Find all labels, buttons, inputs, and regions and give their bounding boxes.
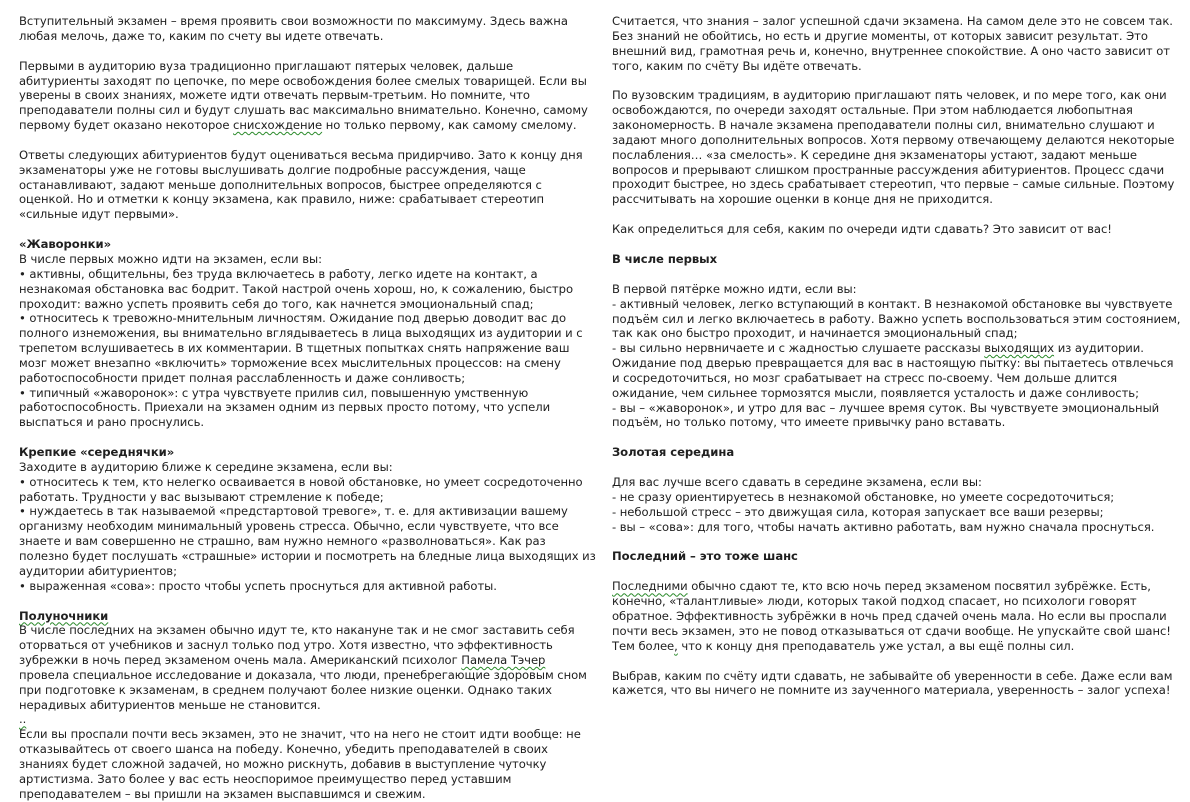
text: провела специальное исследование и доказала, что люди, пренебрегающие здоровым сном при подготовке к экзаменам, в среднем получают более низкие оценки. Однако таких нерадивых абитуриентов меньше не становится. bbox=[19, 667, 587, 712]
list-item: • относитесь к тем, кто нелегко осваивается в новой обстановке, но умеет сосредоточенно работать. Трудности у вас вызывают стремление к победе; bbox=[19, 474, 583, 504]
list-item: - не сразу ориентируетесь в незнакомой обстановке, но умеете сосредоточиться; bbox=[612, 489, 1115, 504]
section-lead: В первой пятёрке можно идти, если вы: bbox=[612, 281, 857, 296]
first-entrants-paragraph bbox=[19, 59, 597, 133]
section-lead: Для вас лучше всего сдавать в середине экзамена, если вы: bbox=[612, 475, 982, 490]
list-item bbox=[612, 341, 1184, 400]
list-item: • нуждаетесь в так называемой «предстартовой тревоге», т. е. для активизации вашему организму необходим минимальный уровень стресса. Обычно, если чувствуете, что все знаете и вам совершенно не страшно, вам нужно немного «разволноваться». Как раз полезно будет послушать «страшные» истории и посмотреть на бледные лица выходящих из аудитории абитуриентов; bbox=[19, 504, 596, 578]
spellcheck-word[interactable]: выходящих bbox=[984, 341, 1055, 356]
knowledge-paragraph: Считается, что знания – залог успешной сдачи экзамена. На самом деле это не совсем так. Без знаний не обойтись, но есть и другие моменты, от которых зависит результат. Это внешний вид, грамотная речь и, конечно, внутреннее спокойствие. А оно часто зависит от того, каким по счёту Вы идёте отвечать. bbox=[612, 14, 1173, 73]
spellcheck-word[interactable]: снисхождение bbox=[233, 118, 323, 133]
confidence-paragraph: Выбрав, каким по счёту идти сдавать, не забывайте об уверенности в себе. Даже если вам кажется, что вы ничего не помните из заученного материала, уверенность – залог успеха! bbox=[612, 668, 1173, 698]
list-item: - небольшой стресс – это движущая сила, которая запускает все ваши резервы; bbox=[612, 504, 1104, 519]
text: В числе последних на экзамен обычно идут те, кто накануне так и не смог заставить себя оторваться от учебников и заснул только под утро. Хотя известно, что эффективность зубрежки в ночь перед экзаменом очень мала. Американский психолог bbox=[19, 623, 575, 668]
following-entrants-paragraph: Ответы следующих абитуриентов будут оцениваться весьма придирчиво. Зато к концу дня экзаменаторы уже не готовы выслушивать долгие подробные рассуждения, чаще останавливают, задают меньше дополнительных вопросов, быстрее определяются с оценкой. Но и отметки к концу экзамена, как правило, ниже: срабатывает стереотип «сильные идут первыми». bbox=[19, 147, 583, 222]
list-item: - активный человек, легко вступающий в контакт. В незнакомой обстановке вы чувствуете подъём сил и легко включаетесь в работу. Важно успеть воспользоваться этим состоянием, так как оно быстро проходит, и начинается эмоциональный спад; bbox=[612, 296, 1181, 341]
list-item: - вы – «жаворонок», и утро для вас – лучшее время суток. Вы чувствуете эмоциональный подъём, но только потому, что имеете привычку рано вставать. bbox=[612, 400, 1160, 430]
section-heading-larks: «Жаворонки» bbox=[19, 237, 112, 252]
spellcheck-mark[interactable]: .. bbox=[19, 712, 27, 727]
text: из аудитории. Ожидание под дверью превращается для вас в настоящую пытку: вы пытаетесь отвлечься и сосредоточиться, но мозг срабатывает на стресс по-своему. Чем дольше длится ожидание, чем сильнее тормозятся мысли, появляется усталость и даже сонливость; bbox=[612, 341, 1174, 400]
section-heading-middlers: Крепкие «середнячки» bbox=[19, 445, 175, 460]
traditions-paragraph: По вузовским традициям, в аудиторию приглашают пять человек, и по мере того, как они освобождаются, по очереди заходят остальные. При этом наблюдается любопытная закономерность. В начале экзамена преподаватели полны сил, внимательно слушают и задают много дополнительных вопросов. Хотя первому отвечающему делаются некоторые послабления… «за смелость». К середине дня экзаменаторы устают, задают меньше вопросов и прерывают слишком пространные рассуждения абитуриентов. Процесс сдачи проходит быстрее, но здесь срабатывает стереотип, что первые – самые сильные. Поэтому рассчитывать на хорошие оценки в конце дня не приходится. bbox=[612, 88, 1175, 207]
text: что к концу дня преподаватель уже устал, а вы ещё полны сил. bbox=[677, 638, 1075, 653]
section-heading-last: Последний – это тоже шанс bbox=[612, 549, 798, 564]
last-paragraph bbox=[612, 579, 1184, 653]
list-item: • относитесь к тревожно-мнительным личностям. Ожидание под дверью доводит вас до полного изнеможения, вы внимательно вглядываетесь в лица выходящих из аудитории и с трепетом вслушиваетесь в их комментарии. В тщетных попытках снять напряжение ваш мозг может внезапно «включить» торможение всех мыслительных процессов: на смену работоспособности придет полная расслабленность и даже сонливость; bbox=[19, 311, 583, 385]
list-item: - вы – «сова»: для того, чтобы начать активно работать, вам нужно сначала проснуться. bbox=[612, 519, 1155, 534]
text: - вы сильно нервничаете и с жадностью слушаете рассказы bbox=[612, 341, 985, 356]
list-item: • активны, общительны, без труда включаетесь в работу, легко идете на контакт, а незнакомая обстановка вас бодрит. Такой настрой очень хорош, но, к сожалению, быстро проходит: важно успеть проявить себя до того, как начнется эмоциональный спад; bbox=[19, 266, 573, 311]
text: Первыми в аудиторию вуза традиционно приглашают пятерых человек, дальше абитуриенты заходят по цепочке, по мере освобождения более смелых товарищей. Если вы уверены в своих знаниях, можете идти отвечать первым-третьим. Но помните, что преподаватели полны сил и будут слушать вас максимально внимательно. Конечно, самому первому будет оказано некоторое bbox=[19, 58, 588, 133]
section-heading-night-owls: Полуночники bbox=[19, 608, 109, 623]
list-item: • типичный «жаворонок»: с утра чувствуете прилив сил, повышенную умственную работоспособность. Приехали на экзамен одним из первых просто потому, что успели выспаться и рано проснулись. bbox=[19, 385, 551, 430]
right-column bbox=[612, 14, 1184, 698]
spellcheck-word[interactable]: Памела Тэчер bbox=[461, 653, 546, 668]
left-column bbox=[19, 14, 597, 802]
list-item: • выраженная «сова»: просто чтобы успеть проснуться для активной работы. bbox=[19, 578, 497, 593]
overslept-paragraph: Если вы проспали почти весь экзамен, это не значит, что на него не стоит идти вообще: не отказывайтесь от своего шанса на победу. Конечно, убедить преподавателей в своих знаниях будет сложной задачей, но можно рискнуть, добавив в выступление чуточку артистизма. Зато более у вас есть неоспоримое преимущество перед уставшим преподавателем – вы пришли на экзамен выспавшимся и свежим. bbox=[19, 727, 581, 801]
section-heading-golden-middle: Золотая середина bbox=[612, 445, 735, 460]
section-lead: В числе первых можно идти на экзамен, если вы: bbox=[19, 251, 322, 266]
intro-paragraph: Вступительный экзамен – время проявить свои возможности по максимуму. Здесь важна любая мелочь, даже то, каким по счету вы идете отвечать. bbox=[19, 14, 568, 43]
text: но только первому, как самому смелому. bbox=[322, 118, 577, 133]
section-heading-first: В числе первых bbox=[612, 251, 717, 266]
text: обычно сдают те, кто всю ночь перед экзаменом посвятил зубрёжке. Есть, конечно, «талантливые» люди, которых такой подход спасает, но психологи говорят обратное. Эффективность зубрёжки в ночь пред сдачей очень мала. Но если вы проспали почти весь экзамен, это не повод отказываться от сдачи вообще. Не упускайте свой шанс! Тем более bbox=[612, 579, 1171, 653]
spellcheck-word[interactable]: Последними bbox=[612, 579, 688, 594]
spellcheck-word[interactable]: , bbox=[674, 638, 678, 653]
decide-paragraph: Как определиться для себя, каким по очереди идти сдавать? Это зависит от вас! bbox=[612, 222, 1112, 237]
section-lead: Заходите в аудиторию ближе к середине экзамена, если вы: bbox=[19, 459, 393, 474]
night-owls-paragraph bbox=[19, 623, 597, 712]
